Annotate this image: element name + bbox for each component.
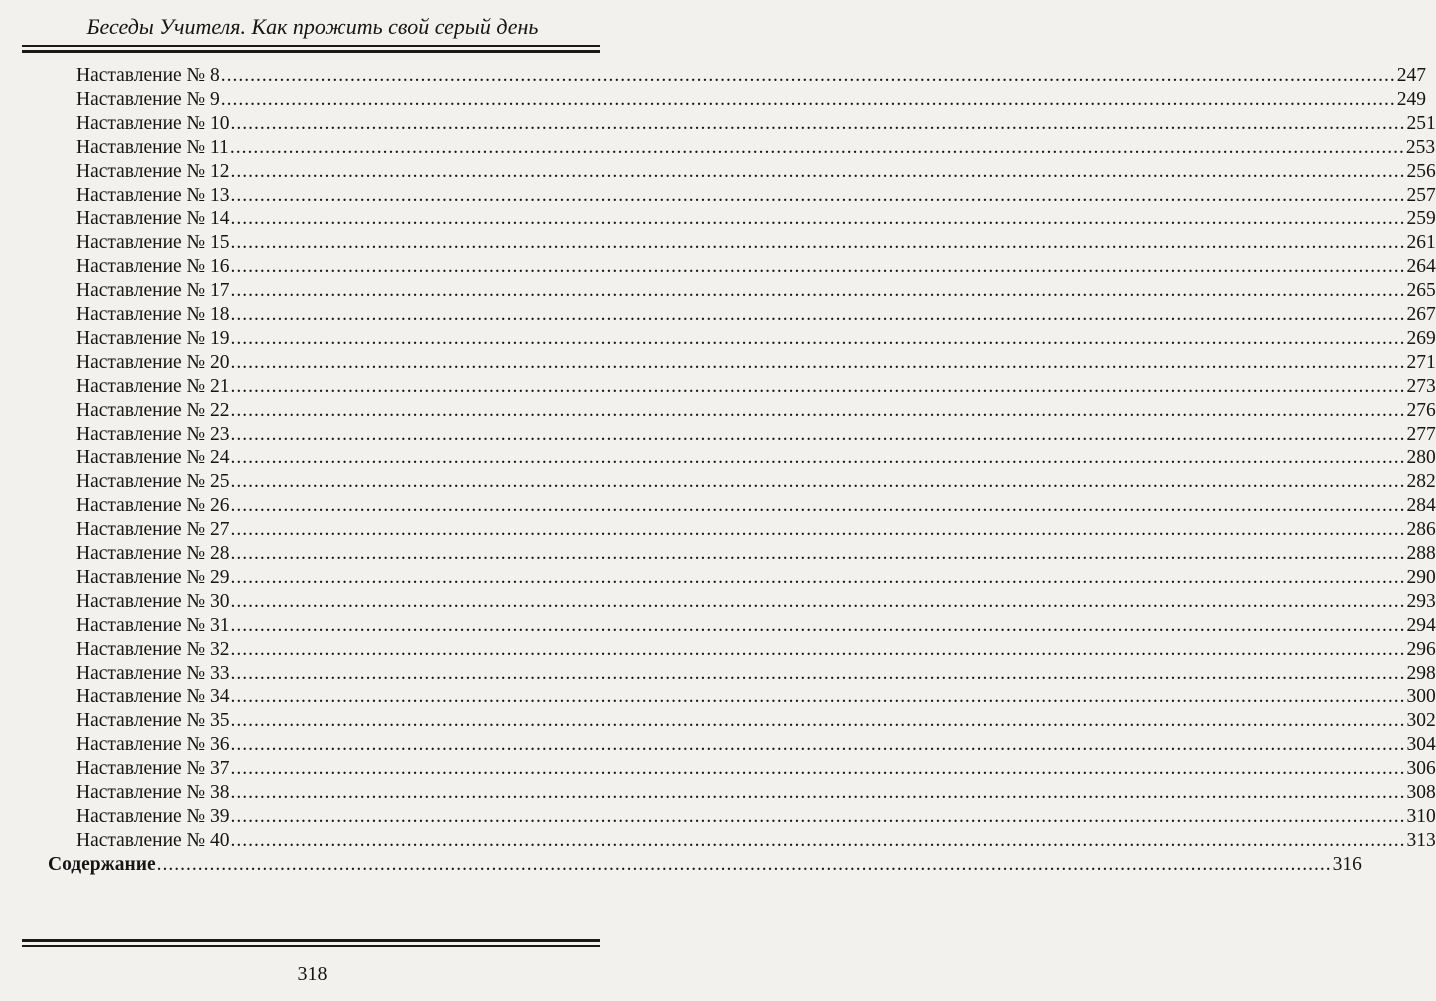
toc-entry-page: 308 [1406, 782, 1436, 803]
dot-leader: ........................................................................................................................................................................................................ [230, 734, 1406, 756]
toc-entry [76, 351, 1436, 375]
toc-entry-page: 249 [1396, 88, 1427, 110]
toc-entry [76, 542, 1436, 566]
dot-leader: ........................................................................................................................................................................................................ [230, 208, 1406, 230]
toc-entry-page: 273 [1406, 375, 1436, 397]
toc-entry-page: 277 [1406, 423, 1436, 445]
toc-entry-page: 288 [1406, 543, 1436, 564]
toc-entry-title: Наставление № 13 [76, 184, 230, 206]
toc-entry-page: 271 [1406, 351, 1436, 373]
toc-entry [76, 709, 1436, 733]
toc-entry [76, 614, 1436, 638]
dot-leader: ........................................................................................................................................................................................................ [229, 136, 1405, 158]
toc-entry-page: 256 [1406, 160, 1436, 182]
toc-entry-title: Наставление № 26 [76, 495, 230, 517]
dot-leader: ........................................................................................................................................................................................................ [230, 232, 1406, 254]
dot-leader: ........................................................................................................................................................................................................ [230, 710, 1406, 732]
dot-leader: ........................................................................................................................................................................................................ [230, 447, 1406, 469]
dot-leader: ........................................................................................................................................................................................................ [230, 614, 1406, 636]
toc-entry-page: 304 [1406, 734, 1436, 756]
toc-entry-title: Наставление № 18 [76, 304, 230, 325]
page-number: 318 [297, 963, 328, 985]
dot-leader: ........................................................................................................................................................................................................ [230, 423, 1406, 445]
dot-leader: ........................................................................................................................................................................................................ [230, 566, 1406, 588]
toc-entry-page: 298 [1406, 662, 1436, 684]
toc-entry-page: 265 [1406, 280, 1436, 302]
toc-entry-page: 302 [1406, 710, 1436, 732]
dot-leader: ........................................................................................................................................................................................................ [230, 280, 1406, 302]
dot-leader: ........................................................................................................................................................................................................ [230, 758, 1406, 780]
dot-leader: ........................................................................................................................................................................................................ [230, 495, 1406, 517]
toc-entry-page: 313 [1406, 829, 1436, 851]
dot-leader: ........................................................................................................................................................................................................ [230, 805, 1406, 827]
toc-entry-page: 276 [1406, 399, 1436, 421]
running-header: Беседы Учителя. Как прожить свой серый день [86, 14, 539, 39]
toc-entry-title: Наставление № 23 [76, 423, 230, 445]
dot-leader: ........................................................................................................................................................................................................ [230, 471, 1406, 493]
toc-entry-title: Наставление № 32 [76, 638, 230, 660]
toc-entry-page: 310 [1406, 805, 1436, 827]
dot-leader: ........................................................................................................................................................................................................ [230, 686, 1406, 708]
toc-entry [76, 88, 1427, 112]
header-rule-top [22, 45, 600, 47]
header-rule-bottom [22, 50, 600, 53]
toc-entry-title: Содержание [48, 853, 156, 875]
toc-entry-title: Наставление № 24 [76, 447, 230, 469]
dot-leader: ........................................................................................................................................................................................................ [156, 853, 1332, 875]
toc-entry [76, 566, 1436, 590]
toc-entry [76, 518, 1436, 542]
dot-leader: ........................................................................................................................................................................................................ [230, 304, 1406, 325]
toc-entry-title: Наставление № 10 [76, 112, 230, 134]
toc-entry [76, 207, 1436, 231]
toc-entry-page: 300 [1406, 686, 1436, 708]
toc-entry [76, 303, 1436, 327]
toc-entry [76, 494, 1436, 518]
toc-entry-title: Наставление № 19 [76, 327, 230, 349]
toc-entry-page: 284 [1406, 495, 1436, 517]
dot-leader: ........................................................................................................................................................................................................ [230, 519, 1406, 541]
toc-entry [76, 590, 1436, 614]
dot-leader: ........................................................................................................................................................................................................ [230, 351, 1406, 373]
toc-entry [76, 255, 1436, 279]
dot-leader: ........................................................................................................................................................................................................ [230, 184, 1406, 206]
toc-entry-title: Наставление № 8 [76, 65, 220, 86]
toc-entry-page: 257 [1406, 184, 1436, 206]
toc-entry-page: 296 [1406, 638, 1436, 660]
toc-entry-page: 267 [1406, 304, 1436, 325]
toc-entry-page: 290 [1406, 566, 1436, 588]
toc-entry [76, 757, 1436, 781]
toc-entry [76, 327, 1436, 351]
toc-entry [76, 805, 1436, 829]
toc-entry [76, 446, 1436, 470]
dot-leader: ........................................................................................................................................................................................................ [220, 88, 1396, 110]
toc-entry-title: Наставление № 20 [76, 351, 230, 373]
toc-entry-title: Наставление № 16 [76, 256, 230, 278]
toc-entry-page: 294 [1406, 614, 1436, 636]
footer-rule-top [22, 939, 600, 942]
toc-entry-page: 264 [1406, 256, 1436, 278]
toc-entry [76, 638, 1436, 662]
toc-entry [76, 136, 1436, 160]
toc-entry-title: Наставление № 22 [76, 399, 230, 421]
toc-entry-page: 269 [1406, 327, 1436, 349]
dot-leader: ........................................................................................................................................................................................................ [230, 399, 1406, 421]
dot-leader: ........................................................................................................................................................................................................ [230, 256, 1406, 278]
toc-entry-title: Наставление № 39 [76, 805, 230, 827]
toc-entry-page: 261 [1406, 232, 1436, 254]
toc-entry-title: Наставление № 40 [76, 829, 230, 851]
toc-entry-title: Наставление № 38 [76, 782, 230, 803]
dot-leader: ........................................................................................................................................................................................................ [230, 782, 1406, 803]
toc-entry [76, 184, 1436, 208]
toc-entry [76, 685, 1436, 709]
toc-entry [76, 112, 1436, 136]
toc-entry [76, 662, 1436, 686]
toc-entry-page: 306 [1406, 758, 1436, 780]
dot-leader: ........................................................................................................................................................................................................ [230, 375, 1406, 397]
toc-entry-page: 286 [1406, 519, 1436, 541]
toc-entry-title: Наставление № 33 [76, 662, 230, 684]
dot-leader: ........................................................................................................................................................................................................ [230, 662, 1406, 684]
footer-rule-bottom [22, 945, 600, 947]
toc-entry-title: Наставление № 12 [76, 160, 230, 182]
toc-entry-title: Наставление № 14 [76, 208, 230, 230]
toc-entry-title: Наставление № 36 [76, 734, 230, 756]
dot-leader: ........................................................................................................................................................................................................ [230, 160, 1406, 182]
toc-entry [76, 399, 1436, 423]
toc-entry [76, 423, 1436, 447]
toc-entry [76, 160, 1436, 184]
dot-leader: ........................................................................................................................................................................................................ [230, 543, 1406, 564]
toc-entry [76, 64, 1427, 88]
dot-leader: ........................................................................................................................................................................................................ [230, 638, 1406, 660]
toc-entry [76, 781, 1436, 805]
toc-entry-title: Наставление № 28 [76, 543, 230, 564]
toc-entry-page: 282 [1406, 471, 1436, 493]
toc-entry-title: Наставление № 27 [76, 519, 230, 541]
toc-entry [76, 733, 1436, 757]
toc-entry-page: 247 [1396, 65, 1427, 86]
toc-entry-title: Наставление № 21 [76, 375, 230, 397]
toc-entry [76, 470, 1436, 494]
toc-entry [76, 829, 1436, 853]
toc-entry-title: Наставление № 11 [76, 136, 229, 158]
dot-leader: ........................................................................................................................................................................................................ [230, 112, 1406, 134]
toc-entry-page: 251 [1406, 112, 1436, 134]
toc-entry-title: Наставление № 34 [76, 686, 230, 708]
dot-leader: ........................................................................................................................................................................................................ [230, 590, 1406, 612]
dot-leader: ........................................................................................................................................................................................................ [220, 65, 1396, 86]
toc-entry [76, 279, 1436, 303]
toc-entry-page: 280 [1406, 447, 1436, 469]
toc-entry-page: 253 [1405, 136, 1436, 158]
toc-entry [76, 231, 1436, 255]
toc-entry-page: 316 [1332, 853, 1362, 875]
dot-leader: ........................................................................................................................................................................................................ [230, 327, 1406, 349]
toc-entry-page: 259 [1406, 208, 1436, 230]
toc-entry-title: Наставление № 25 [76, 471, 230, 493]
toc-entry-title: Наставление № 35 [76, 710, 230, 732]
dot-leader: ........................................................................................................................................................................................................ [230, 829, 1406, 851]
toc-entry-title: Наставление № 15 [76, 232, 230, 254]
toc-contents-entry [48, 853, 1362, 877]
toc-entry-title: Наставление № 17 [76, 280, 230, 302]
toc-entry-title: Наставление № 30 [76, 590, 230, 612]
toc-entry-title: Наставление № 31 [76, 614, 230, 636]
toc-entry-title: Наставление № 29 [76, 566, 230, 588]
toc-entry [76, 375, 1436, 399]
toc-entry-page: 293 [1406, 590, 1436, 612]
toc-entry-title: Наставление № 9 [76, 88, 220, 110]
toc-entry-title: Наставление № 37 [76, 758, 230, 780]
